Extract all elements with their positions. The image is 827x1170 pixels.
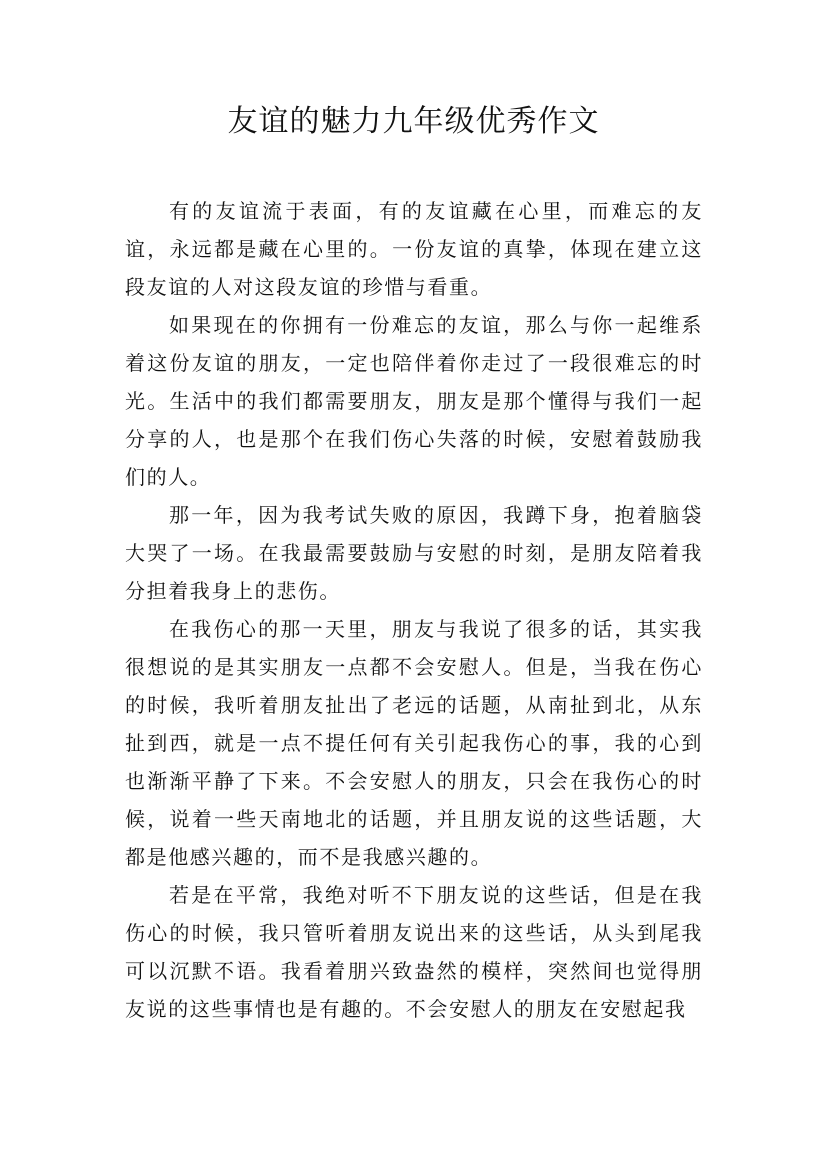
paragraph-1: 有的友谊流于表面，有的友谊藏在心里，而难忘的友谊，永远都是藏在心里的。一份友谊的真挚，体现在建立这段友谊的人对这段友谊的珍惜与看重。: [125, 199, 703, 299]
paragraph-3: 那一年，因为我考试失败的原因，我蹲下身，抱着脑袋大哭了一场。在我最需要鼓励与安慰的时刻，是朋友陪着我分担着我身上的悲伤。: [125, 503, 703, 603]
paragraph-5: 若是在平常，我绝对听不下朋友说的这些话，但是在我伤心的时候，我只管听着朋友说出来的这些话，从头到尾我可以沉默不语。我看着朋兴致盎然的模样，突然间也觉得朋友说的这些事情也是有趣的。不会安慰人的朋友在安慰起我: [125, 883, 703, 1021]
paragraph-4: 在我伤心的那一天里，朋友与我说了很多的话，其实我很想说的是其实朋友一点都不会安慰人。但是，当我在伤心的时候，我听着朋友扯出了老远的话题，从南扯到北，从东扯到西，就是一点不提任何有关引起我伤心的事，我的心到也渐渐平静了下来。不会安慰人的朋友，只会在我伤心的时候，说着一些天南地北的话题，并且朋友说的这些话题，大都是他感兴趣的，而不是我感兴趣的。: [125, 617, 703, 869]
document-title: 友谊的魅力九年级优秀作文: [227, 104, 600, 139]
essay-body: [125, 192, 703, 1028]
paragraph-2: 如果现在的你拥有一份难忘的友谊，那么与你一起维系着这份友谊的朋友，一定也陪伴着你走过了一段很难忘的时光。生活中的我们都需要朋友，朋友是那个懂得与我们一起分享的人，也是那个在我们伤心失落的时候，安慰着鼓励我们的人。: [125, 313, 703, 489]
